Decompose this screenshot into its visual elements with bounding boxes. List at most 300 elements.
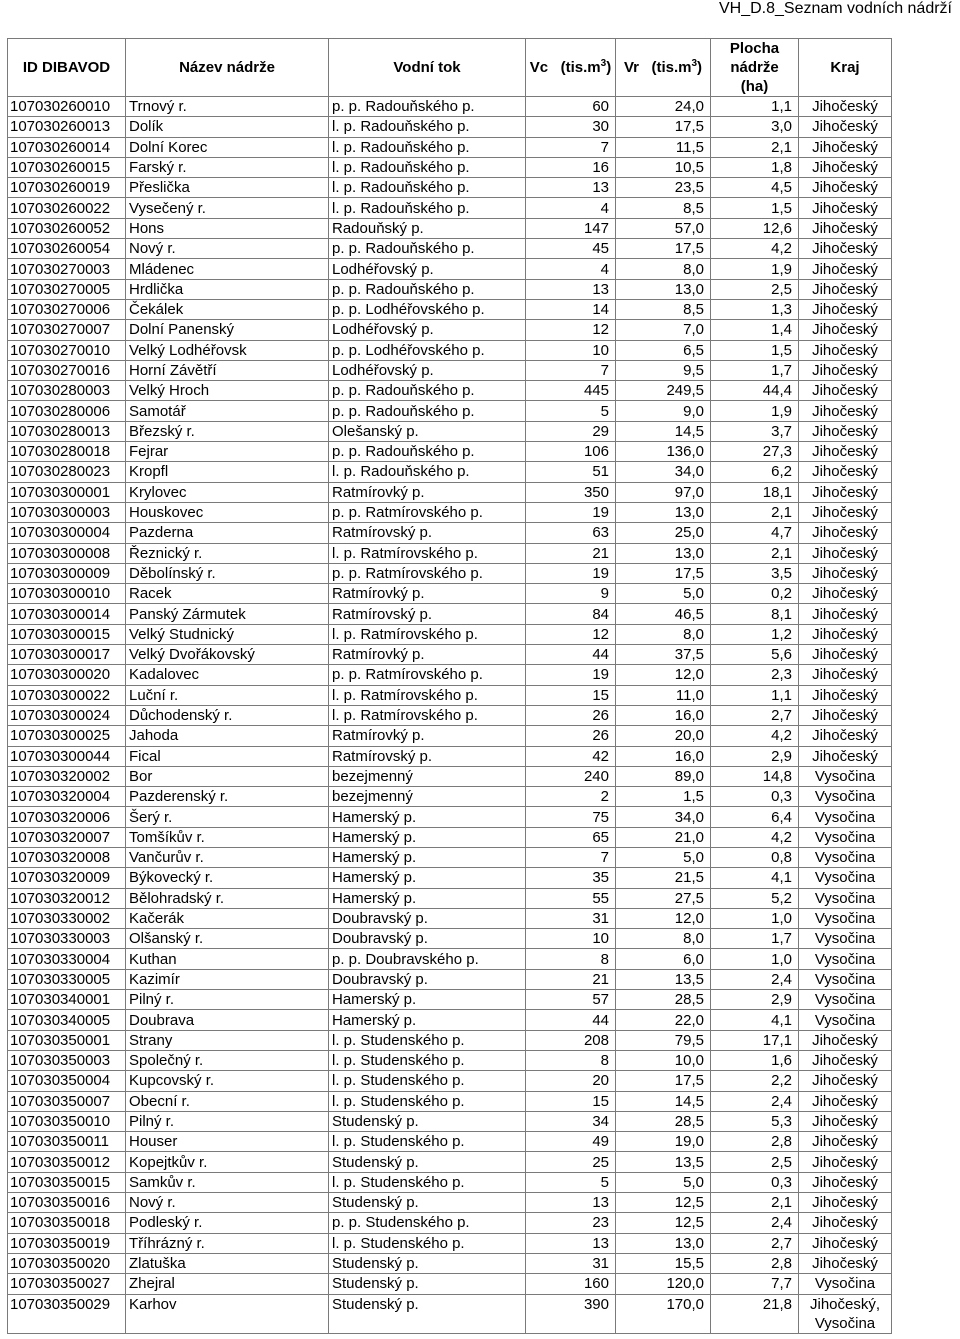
cell-area: 3,5 xyxy=(711,563,799,583)
cell-id: 107030350001 xyxy=(8,1030,126,1050)
cell-name: Luční r. xyxy=(126,685,329,705)
cell-id: 107030330002 xyxy=(8,908,126,928)
cell-name: Zlatuška xyxy=(126,1253,329,1273)
cell-vc: 25 xyxy=(526,1152,616,1172)
cell-vc: 23 xyxy=(526,1213,616,1233)
col-header-vr: Vr $(tis.m^3)$ xyxy=(616,39,711,97)
cell-region: Jihočeský xyxy=(799,523,892,543)
table-row xyxy=(8,604,892,624)
cell-vr: 6,0 xyxy=(616,949,711,969)
cell-region: Jihočeský xyxy=(799,502,892,522)
cell-vc: 60 xyxy=(526,97,616,117)
cell-vc: 19 xyxy=(526,502,616,522)
table-row xyxy=(8,1213,892,1233)
cell-id: 107030320002 xyxy=(8,766,126,786)
cell-area: 8,1 xyxy=(711,604,799,624)
cell-id: 107030350016 xyxy=(8,1193,126,1213)
cell-name: Podleský r. xyxy=(126,1213,329,1233)
cell-vc: 13 xyxy=(526,178,616,198)
table-row xyxy=(8,421,892,441)
cell-stream: l. p. Ratmírovského p. xyxy=(329,705,526,725)
cell-stream: Studenský p. xyxy=(329,1193,526,1213)
cell-name: Pilný r. xyxy=(126,1111,329,1131)
cell-name: Přeslička xyxy=(126,178,329,198)
cell-stream: Ratmírovký p. xyxy=(329,482,526,502)
cell-stream: p. p. Ratmírovského p. xyxy=(329,502,526,522)
cell-area: 1,6 xyxy=(711,1050,799,1070)
cell-vr: 6,5 xyxy=(616,340,711,360)
cell-vc: 16 xyxy=(526,157,616,177)
cell-area: 14,8 xyxy=(711,766,799,786)
cell-vc: 19 xyxy=(526,665,616,685)
cell-id: 107030270006 xyxy=(8,299,126,319)
cell-stream: Ratmírovský p. xyxy=(329,523,526,543)
table-row xyxy=(8,969,892,989)
cell-id: 107030350011 xyxy=(8,1132,126,1152)
cell-stream: l. p. Radouňského p. xyxy=(329,157,526,177)
cell-stream: p. p. Ratmírovského p. xyxy=(329,563,526,583)
cell-id: 107030320006 xyxy=(8,807,126,827)
cell-stream: l. p. Studenského p. xyxy=(329,1030,526,1050)
cell-name: Racek xyxy=(126,584,329,604)
table-row xyxy=(8,198,892,218)
cell-id: 107030320004 xyxy=(8,787,126,807)
cell-name: Pazderenský r. xyxy=(126,787,329,807)
cell-name: Jahoda xyxy=(126,726,329,746)
cell-region: Jihočeský xyxy=(799,360,892,380)
cell-id: 107030260052 xyxy=(8,218,126,238)
cell-region: Jihočeský xyxy=(799,218,892,238)
cell-vc: 29 xyxy=(526,421,616,441)
cell-vc: 44 xyxy=(526,645,616,665)
cell-region: Jihočeský xyxy=(799,1152,892,1172)
document-header: VH_D.8_Seznam vodních nádrží xyxy=(718,0,952,17)
table-row xyxy=(8,908,892,928)
cell-id: 107030300022 xyxy=(8,685,126,705)
cell-vc: 44 xyxy=(526,1010,616,1030)
cell-region: Jihočeský xyxy=(799,442,892,462)
cell-vr: 12,5 xyxy=(616,1213,711,1233)
cell-vr: 28,5 xyxy=(616,990,711,1010)
cell-vr: 9,0 xyxy=(616,401,711,421)
cell-area: 2,5 xyxy=(711,279,799,299)
cell-area: 0,3 xyxy=(711,1172,799,1192)
cell-area: 2,1 xyxy=(711,543,799,563)
cell-name: Fical xyxy=(126,746,329,766)
table-row xyxy=(8,137,892,157)
cell-vr: 16,0 xyxy=(616,705,711,725)
cell-area: 1,5 xyxy=(711,198,799,218)
table-row xyxy=(8,462,892,482)
cell-area: 1,7 xyxy=(711,929,799,949)
table-row xyxy=(8,157,892,177)
cell-stream: bezejmenný xyxy=(329,766,526,786)
cell-vr: 12,5 xyxy=(616,1193,711,1213)
cell-region: Jihočeský xyxy=(799,421,892,441)
table-row xyxy=(8,766,892,786)
cell-name: Velký Dvořákovský xyxy=(126,645,329,665)
cell-name: Houskovec xyxy=(126,502,329,522)
cell-name: Farský r. xyxy=(126,157,329,177)
cell-stream: Lodhéřovský p. xyxy=(329,360,526,380)
cell-vc: 4 xyxy=(526,198,616,218)
cell-stream: Doubravský p. xyxy=(329,929,526,949)
cell-id: 107030350003 xyxy=(8,1050,126,1070)
cell-vr: 13,0 xyxy=(616,502,711,522)
cell-area: 3,7 xyxy=(711,421,799,441)
cell-vr: 10,0 xyxy=(616,1050,711,1070)
cell-vr: 12,0 xyxy=(616,665,711,685)
cell-id: 107030350018 xyxy=(8,1213,126,1233)
cell-name: Kopejtkův r. xyxy=(126,1152,329,1172)
table-row xyxy=(8,1274,892,1294)
cell-id: 107030340005 xyxy=(8,1010,126,1030)
table-row xyxy=(8,563,892,583)
cell-area: 6,4 xyxy=(711,807,799,827)
cell-stream: p. p. Doubravského p. xyxy=(329,949,526,969)
cell-vr: 16,0 xyxy=(616,746,711,766)
cell-stream: Hamerský p. xyxy=(329,1010,526,1030)
cell-region: Vysočina xyxy=(799,888,892,908)
cell-id: 107030330004 xyxy=(8,949,126,969)
cell-vr: 13,0 xyxy=(616,279,711,299)
cell-vc: 208 xyxy=(526,1030,616,1050)
table-row xyxy=(8,868,892,888)
cell-area: 1,0 xyxy=(711,949,799,969)
cell-area: 1,3 xyxy=(711,299,799,319)
cell-vc: 9 xyxy=(526,584,616,604)
cell-id: 107030340001 xyxy=(8,990,126,1010)
cell-name: Dolík xyxy=(126,117,329,137)
cell-area: 2,2 xyxy=(711,1071,799,1091)
cell-area: 2,8 xyxy=(711,1132,799,1152)
table-row xyxy=(8,929,892,949)
cell-region: Jihočeský xyxy=(799,705,892,725)
cell-stream: p. p. Ratmírovského p. xyxy=(329,665,526,685)
cell-vc: 12 xyxy=(526,624,616,644)
cell-id: 107030280006 xyxy=(8,401,126,421)
cell-id: 107030350020 xyxy=(8,1253,126,1273)
cell-vr: 17,5 xyxy=(616,563,711,583)
cell-vr: 11,5 xyxy=(616,137,711,157)
cell-region: Vysočina xyxy=(799,847,892,867)
cell-vr: 13,5 xyxy=(616,1152,711,1172)
cell-vr: 14,5 xyxy=(616,421,711,441)
cell-area: 18,1 xyxy=(711,482,799,502)
cell-area: 6,2 xyxy=(711,462,799,482)
cell-area: 0,3 xyxy=(711,787,799,807)
cell-region: Vysočina xyxy=(799,807,892,827)
cell-name: Nový r. xyxy=(126,1193,329,1213)
cell-vc: 147 xyxy=(526,218,616,238)
cell-area: 1,1 xyxy=(711,685,799,705)
table-row xyxy=(8,97,892,117)
cell-region: Jihočeský xyxy=(799,279,892,299)
cell-area: 2,4 xyxy=(711,969,799,989)
cell-name: Hons xyxy=(126,218,329,238)
cell-vc: 49 xyxy=(526,1132,616,1152)
cell-vr: 249,5 xyxy=(616,381,711,401)
cell-vc: 350 xyxy=(526,482,616,502)
cell-area: 21,8 xyxy=(711,1294,799,1333)
cell-vc: 42 xyxy=(526,746,616,766)
table-row xyxy=(8,685,892,705)
cell-vr: 21,5 xyxy=(616,868,711,888)
cell-area: 5,2 xyxy=(711,888,799,908)
cell-vc: 15 xyxy=(526,685,616,705)
cell-region: Jihočeský xyxy=(799,97,892,117)
cell-name: Bor xyxy=(126,766,329,786)
cell-stream: Olešanský p. xyxy=(329,421,526,441)
cell-vr: 136,0 xyxy=(616,442,711,462)
table-row xyxy=(8,949,892,969)
reservoir-table xyxy=(7,38,892,1334)
cell-stream: Doubravský p. xyxy=(329,908,526,928)
cell-id: 107030260015 xyxy=(8,157,126,177)
cell-region: Jihočeský xyxy=(799,1030,892,1050)
cell-vc: 20 xyxy=(526,1071,616,1091)
cell-region: Jihočeský xyxy=(799,1111,892,1131)
cell-stream: p. p. Lodhéřovského p. xyxy=(329,340,526,360)
cell-area: 27,3 xyxy=(711,442,799,462)
table-row xyxy=(8,1091,892,1111)
cell-stream: Hamerský p. xyxy=(329,888,526,908)
cell-area: 12,6 xyxy=(711,218,799,238)
cell-name: Trnový r. xyxy=(126,97,329,117)
cell-region: Jihočeský xyxy=(799,482,892,502)
table-row xyxy=(8,827,892,847)
cell-id: 107030280023 xyxy=(8,462,126,482)
cell-region: Jihočeský xyxy=(799,117,892,137)
cell-vr: 17,5 xyxy=(616,117,711,137)
table-row xyxy=(8,239,892,259)
cell-stream: Hamerský p. xyxy=(329,990,526,1010)
table-row xyxy=(8,990,892,1010)
col-header-name: Název nádrže xyxy=(126,39,329,97)
col-header-id: ID DIBAVOD xyxy=(8,39,126,97)
cell-area: 2,8 xyxy=(711,1253,799,1273)
cell-region: Vysočina xyxy=(799,1010,892,1030)
cell-name: Krylovec xyxy=(126,482,329,502)
cell-stream: Hamerský p. xyxy=(329,807,526,827)
cell-id: 107030350029 xyxy=(8,1294,126,1333)
cell-id: 107030280003 xyxy=(8,381,126,401)
cell-region: Vysočina xyxy=(799,1274,892,1294)
table-row xyxy=(8,482,892,502)
cell-stream: l. p. Ratmírovského p. xyxy=(329,543,526,563)
cell-stream: p. p. Lodhéřovského p. xyxy=(329,299,526,319)
cell-vr: 170,0 xyxy=(616,1294,711,1333)
cell-stream: Lodhéřovský p. xyxy=(329,320,526,340)
cell-region: Vysočina xyxy=(799,908,892,928)
cell-id: 107030270010 xyxy=(8,340,126,360)
cell-name: Březský r. xyxy=(126,421,329,441)
cell-region: Jihočeský xyxy=(799,1233,892,1253)
table-row xyxy=(8,1172,892,1192)
table-row xyxy=(8,1030,892,1050)
cell-area: 1,7 xyxy=(711,360,799,380)
cell-stream: p. p. Studenského p. xyxy=(329,1213,526,1233)
cell-vr: 10,5 xyxy=(616,157,711,177)
cell-area: 2,1 xyxy=(711,137,799,157)
cell-id: 107030300025 xyxy=(8,726,126,746)
cell-name: Vančurův r. xyxy=(126,847,329,867)
cell-name: Doubrava xyxy=(126,1010,329,1030)
cell-region: Jihočeský, Vysočina xyxy=(799,1294,892,1333)
cell-name: Hrdlička xyxy=(126,279,329,299)
cell-vc: 19 xyxy=(526,563,616,583)
cell-vr: 13,0 xyxy=(616,543,711,563)
cell-vr: 24,0 xyxy=(616,97,711,117)
cell-vr: 8,0 xyxy=(616,929,711,949)
cell-stream: Hamerský p. xyxy=(329,827,526,847)
cell-vr: 15,5 xyxy=(616,1253,711,1273)
cell-vc: 4 xyxy=(526,259,616,279)
cell-stream: p. p. Radouňského p. xyxy=(329,97,526,117)
table-row xyxy=(8,624,892,644)
table-row xyxy=(8,279,892,299)
cell-vr: 17,5 xyxy=(616,1071,711,1091)
cell-name: Pilný r. xyxy=(126,990,329,1010)
table-row xyxy=(8,299,892,319)
table-row xyxy=(8,665,892,685)
cell-area: 4,1 xyxy=(711,1010,799,1030)
cell-region: Jihočeský xyxy=(799,1213,892,1233)
cell-id: 107030300004 xyxy=(8,523,126,543)
table-row xyxy=(8,787,892,807)
cell-vr: 8,5 xyxy=(616,198,711,218)
cell-region: Jihočeský xyxy=(799,624,892,644)
table-header-row xyxy=(8,39,892,97)
cell-name: Horní Závětří xyxy=(126,360,329,380)
cell-stream: p. p. Radouňského p. xyxy=(329,381,526,401)
table-row xyxy=(8,523,892,543)
cell-vc: 390 xyxy=(526,1294,616,1333)
cell-stream: Ratmírovký p. xyxy=(329,584,526,604)
cell-name: Panský Zármutek xyxy=(126,604,329,624)
cell-stream: p. p. Radouňského p. xyxy=(329,279,526,299)
cell-stream: l. p. Radouňského p. xyxy=(329,462,526,482)
cell-region: Jihočeský xyxy=(799,1193,892,1213)
cell-stream: Studenský p. xyxy=(329,1152,526,1172)
table-row xyxy=(8,259,892,279)
cell-region: Jihočeský xyxy=(799,584,892,604)
cell-id: 107030260014 xyxy=(8,137,126,157)
cell-region: Jihočeský xyxy=(799,198,892,218)
cell-vr: 12,0 xyxy=(616,908,711,928)
cell-vc: 7 xyxy=(526,137,616,157)
cell-stream: Ratmírovský p. xyxy=(329,746,526,766)
table-row xyxy=(8,1193,892,1213)
cell-name: Strany xyxy=(126,1030,329,1050)
cell-area: 2,9 xyxy=(711,746,799,766)
cell-region: Vysočina xyxy=(799,766,892,786)
cell-region: Jihočeský xyxy=(799,137,892,157)
cell-name: Dolní Panenský xyxy=(126,320,329,340)
cell-name: Mládenec xyxy=(126,259,329,279)
cell-id: 107030260019 xyxy=(8,178,126,198)
cell-id: 107030270007 xyxy=(8,320,126,340)
cell-vc: 45 xyxy=(526,239,616,259)
cell-vr: 28,5 xyxy=(616,1111,711,1131)
cell-area: 4,7 xyxy=(711,523,799,543)
cell-name: Bělohradský r. xyxy=(126,888,329,908)
cell-area: 3,0 xyxy=(711,117,799,137)
table-row xyxy=(8,543,892,563)
cell-vc: 26 xyxy=(526,705,616,725)
cell-vr: 21,0 xyxy=(616,827,711,847)
cell-area: 1,9 xyxy=(711,259,799,279)
table-row xyxy=(8,746,892,766)
cell-vr: 57,0 xyxy=(616,218,711,238)
cell-area: 0,8 xyxy=(711,847,799,867)
cell-region: Jihočeský xyxy=(799,462,892,482)
cell-id: 107030300001 xyxy=(8,482,126,502)
cell-region: Jihočeský xyxy=(799,381,892,401)
cell-vc: 31 xyxy=(526,908,616,928)
cell-vr: 8,5 xyxy=(616,299,711,319)
cell-area: 2,1 xyxy=(711,502,799,522)
cell-area: 1,5 xyxy=(711,340,799,360)
cell-vc: 14 xyxy=(526,299,616,319)
cell-id: 107030320012 xyxy=(8,888,126,908)
cell-name: Důchodenský r. xyxy=(126,705,329,725)
cell-id: 107030300015 xyxy=(8,624,126,644)
cell-vr: 22,0 xyxy=(616,1010,711,1030)
cell-name: Tomšíkův r. xyxy=(126,827,329,847)
cell-stream: Hamerský p. xyxy=(329,868,526,888)
cell-vr: 5,0 xyxy=(616,1172,711,1192)
cell-id: 107030300017 xyxy=(8,645,126,665)
cell-id: 107030300020 xyxy=(8,665,126,685)
cell-id: 107030270003 xyxy=(8,259,126,279)
cell-vc: 8 xyxy=(526,1050,616,1070)
cell-vr: 5,0 xyxy=(616,847,711,867)
cell-stream: l. p. Radouňského p. xyxy=(329,137,526,157)
cell-id: 107030300024 xyxy=(8,705,126,725)
table-row xyxy=(8,218,892,238)
cell-vc: 445 xyxy=(526,381,616,401)
cell-stream: Ratmírovký p. xyxy=(329,726,526,746)
cell-id: 107030350010 xyxy=(8,1111,126,1131)
cell-vc: 84 xyxy=(526,604,616,624)
table-row xyxy=(8,360,892,380)
cell-vc: 15 xyxy=(526,1091,616,1111)
cell-vc: 7 xyxy=(526,847,616,867)
table-row xyxy=(8,1050,892,1070)
cell-name: Společný r. xyxy=(126,1050,329,1070)
cell-name: Šerý r. xyxy=(126,807,329,827)
cell-vr: 8,0 xyxy=(616,624,711,644)
cell-region: Jihočeský xyxy=(799,665,892,685)
cell-vr: 120,0 xyxy=(616,1274,711,1294)
cell-region: Jihočeský xyxy=(799,239,892,259)
cell-id: 107030300014 xyxy=(8,604,126,624)
cell-area: 2,4 xyxy=(711,1213,799,1233)
cell-id: 107030260022 xyxy=(8,198,126,218)
cell-vr: 14,5 xyxy=(616,1091,711,1111)
cell-id: 107030320007 xyxy=(8,827,126,847)
table-row xyxy=(8,888,892,908)
cell-vc: 75 xyxy=(526,807,616,827)
table-row xyxy=(8,1071,892,1091)
cell-id: 107030300010 xyxy=(8,584,126,604)
cell-stream: p. p. Radouňského p. xyxy=(329,239,526,259)
cell-region: Jihočeský xyxy=(799,746,892,766)
cell-vr: 37,5 xyxy=(616,645,711,665)
cell-vc: 106 xyxy=(526,442,616,462)
cell-name: Fejrar xyxy=(126,442,329,462)
